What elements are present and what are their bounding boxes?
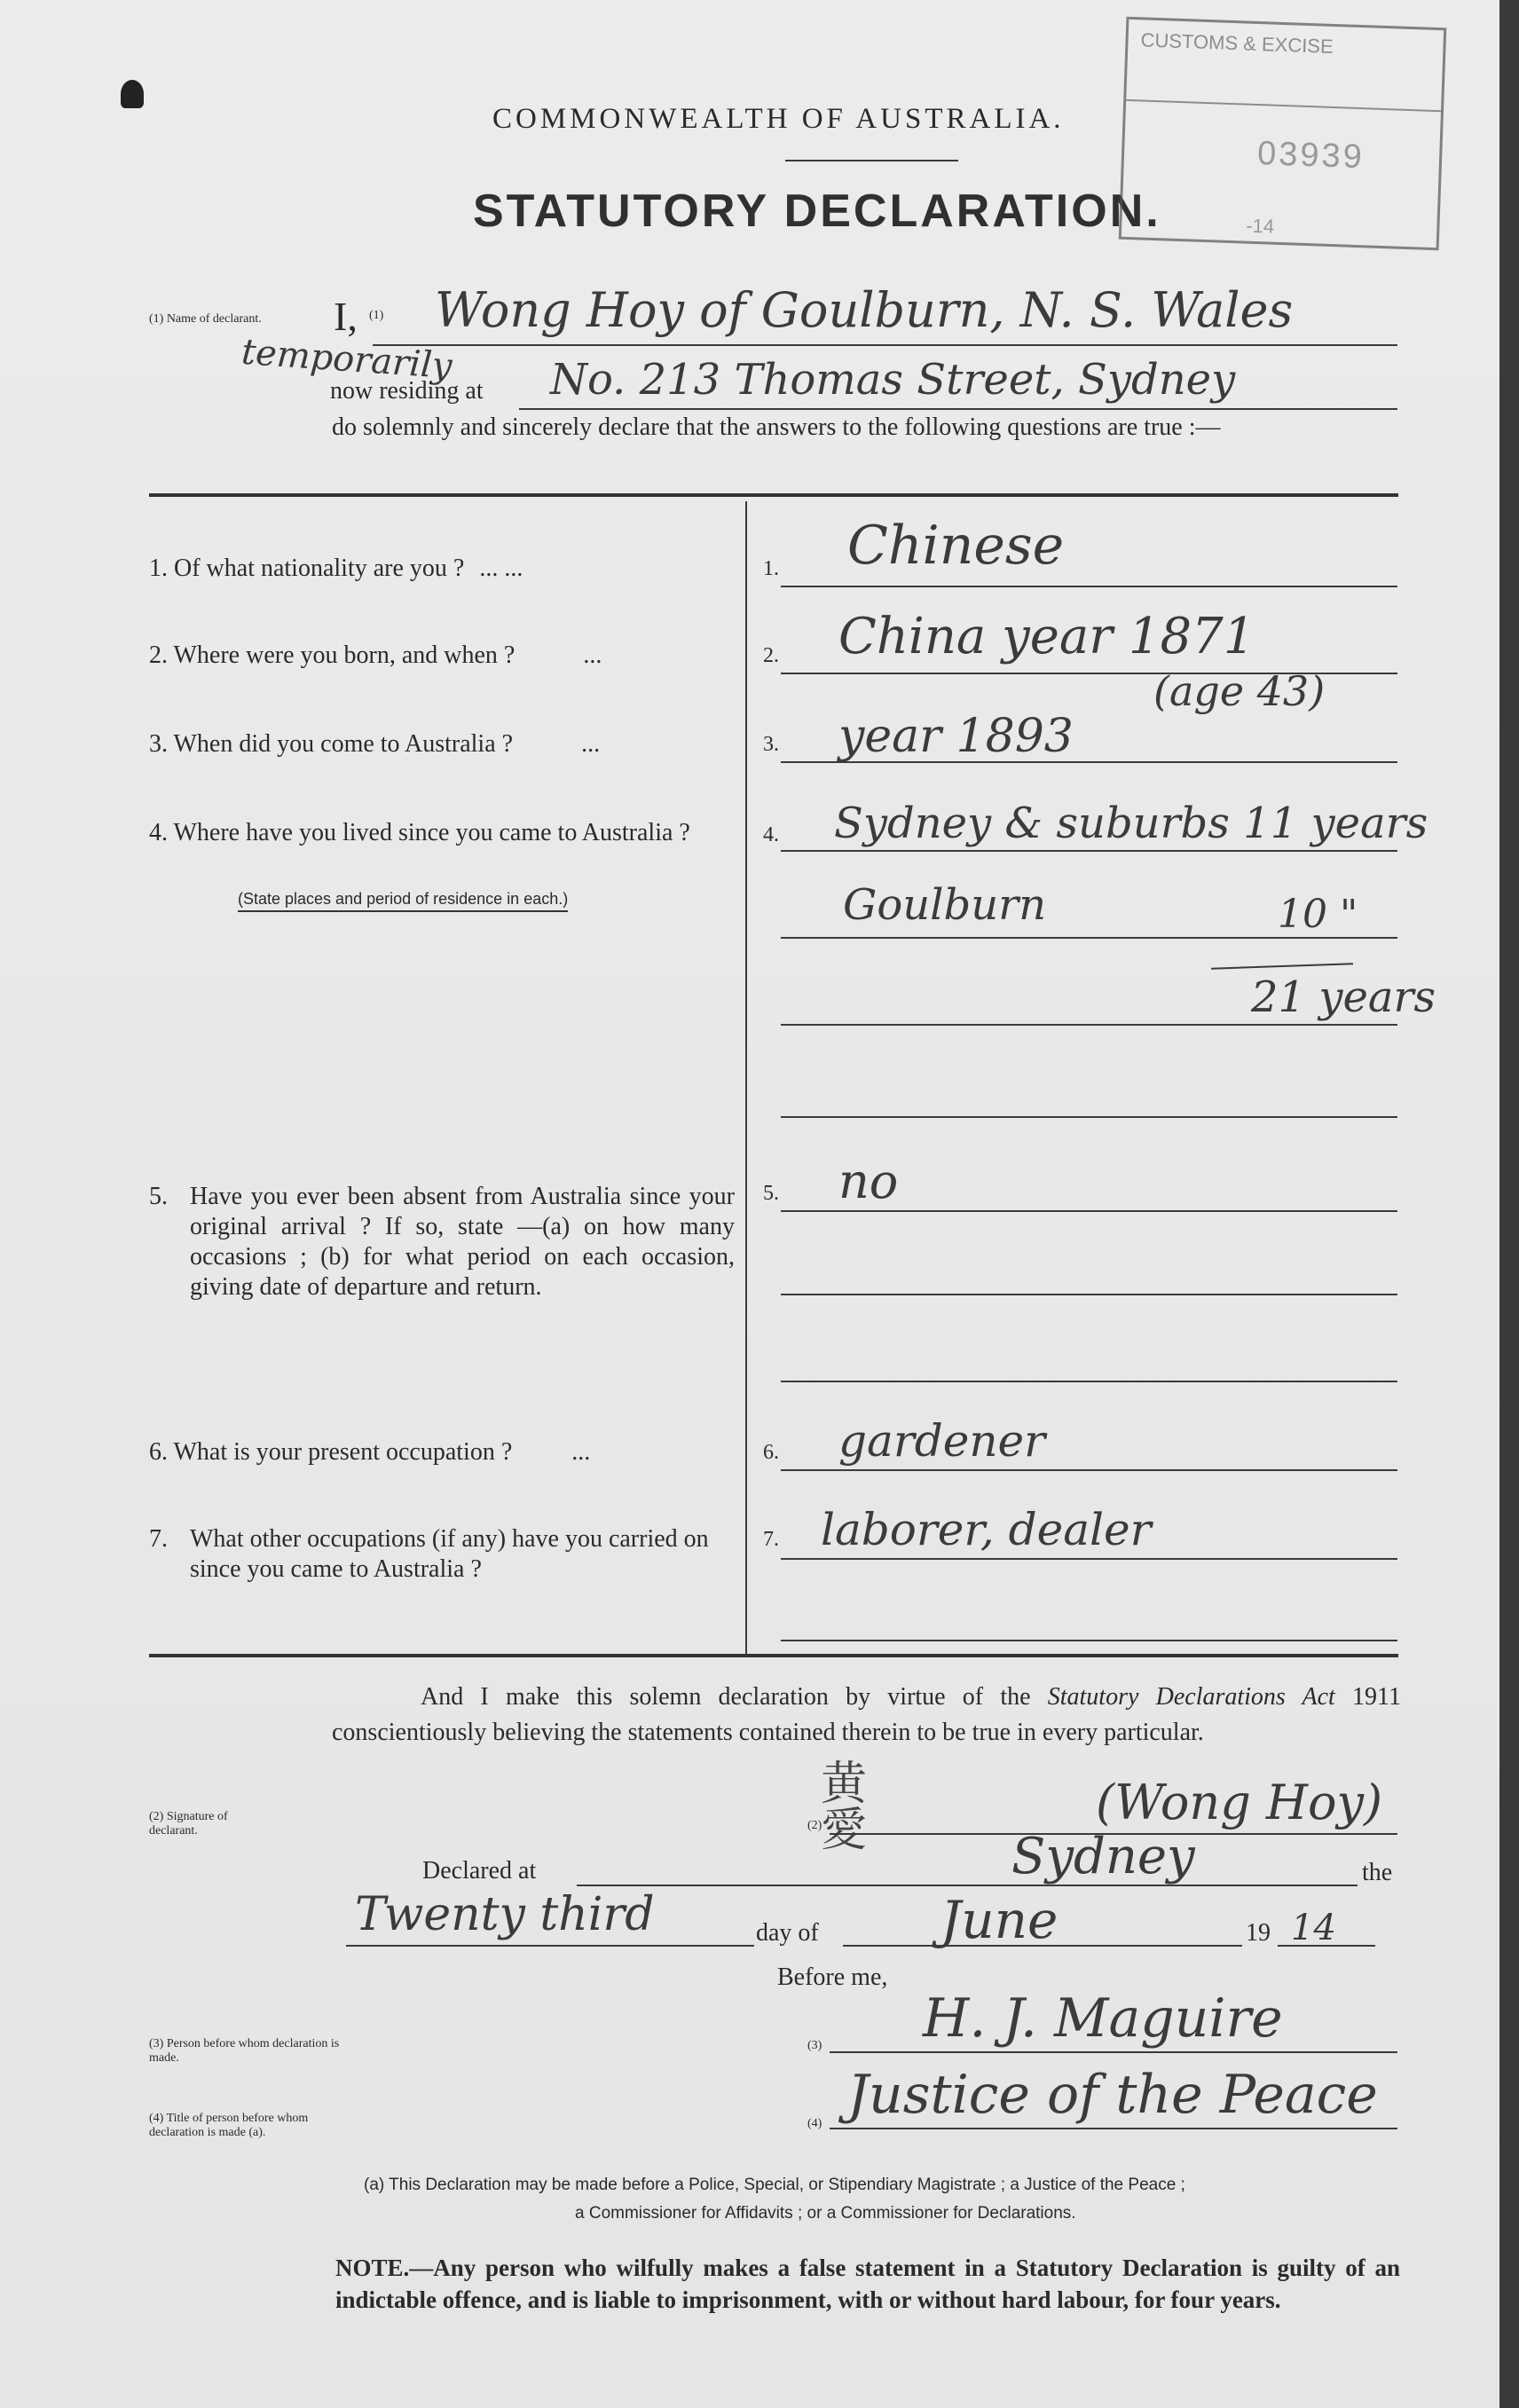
question-7-number: 7.	[149, 1525, 168, 1553]
day-of-label: day of	[756, 1919, 819, 1947]
footnote-b: a Commissioner for Affidavits ; or a Commissioner for Declarations.	[575, 2204, 1076, 2223]
warning-note: NOTE.—Any person who wilfully makes a false statement in a Statutory Declaration is guilty of an indictable offence, and is liable to imprisonment, with or without hard labour, for four years.	[335, 2255, 1400, 2313]
answer-7-number: 7.	[763, 1528, 779, 1551]
margin-label-declarant: (1) Name of declarant.	[149, 312, 262, 326]
answer-6-handwritten: gardener	[838, 1415, 1046, 1467]
day-handwritten: Twenty third	[355, 1888, 655, 1941]
answer-2-handwritten: China year 1871	[838, 608, 1255, 665]
answer-2-age-handwritten: (age 43)	[1153, 667, 1326, 715]
answer-1-handwritten: Chinese	[847, 515, 1065, 577]
answer-4-rule-c	[781, 1024, 1397, 1026]
answer-4-number: 4.	[763, 823, 779, 846]
answer-3-rule	[781, 761, 1397, 763]
footnote-a: (a) This Declaration may be made before a Police, Special, or Stipendiary Magistrate ; a Justice of the Peace ;	[364, 2176, 1185, 2194]
answer-5-number: 5.	[763, 1182, 779, 1205]
answer-6-rule	[781, 1469, 1397, 1471]
question-6-number: 6.	[149, 1438, 168, 1466]
declaration-text-a: And I make this solemn declaration by virtue of the	[421, 1683, 1048, 1711]
declared-at-label: Declared at	[422, 1857, 537, 1885]
answer-3-number: 3.	[763, 733, 779, 756]
before-me-label: Before me,	[777, 1963, 888, 1991]
stamp-number: 03939	[1256, 135, 1366, 177]
table-top-rule	[149, 493, 1398, 497]
question-1-dots: ... ...	[479, 555, 523, 582]
person-rule	[830, 2051, 1397, 2053]
answer-4-rule-b	[781, 937, 1397, 939]
declaration-text-b: 1911 conscientiously believing the statements contained therein to be true in every particular.	[332, 1683, 1401, 1746]
place-handwritten: Sydney	[1011, 1828, 1195, 1885]
day-rule	[346, 1945, 754, 1947]
answer-4-rule-a	[781, 850, 1397, 852]
answer-7-rule-b	[781, 1640, 1397, 1641]
signature-handwritten: (Wong Hoy)	[1096, 1775, 1383, 1830]
place-rule	[577, 1885, 1358, 1886]
answer-7-rule-a	[781, 1558, 1397, 1560]
month-handwritten: June	[941, 1890, 1059, 1950]
signature-chinese: 黄 愛	[821, 1758, 868, 1857]
question-1-number: 1.	[149, 555, 168, 582]
temporarily-handwritten: temporarily	[240, 331, 453, 388]
margin-label-signature: (2) Signature of declarant.	[149, 1810, 228, 1837]
answer-4-line2b-handwritten: 10 "	[1278, 892, 1358, 937]
question-7-text: What other occupations (if any) have you carried on since you came to Australia ?	[190, 1525, 709, 1583]
page-title: STATUTORY DECLARATION.	[473, 185, 1161, 237]
answer-5-rule-c	[781, 1381, 1397, 1382]
answer-5-rule-a	[781, 1210, 1397, 1212]
declarant-name-handwritten: Wong Hoy of Goulburn, N. S. Wales	[435, 282, 1294, 338]
page-edge	[1499, 0, 1519, 2408]
month-rule	[843, 1945, 1242, 1947]
declarant-prefix: I,	[334, 294, 358, 339]
address-handwritten: No. 213 Thomas Street, Sydney	[550, 355, 1236, 405]
title-marker: (4)	[807, 2117, 822, 2130]
address-rule	[519, 408, 1397, 410]
question-6-dots: ...	[571, 1438, 591, 1466]
question-5	[149, 1182, 735, 1302]
question-3	[149, 729, 735, 759]
person-marker: (3)	[807, 2039, 822, 2052]
question-1	[149, 554, 735, 584]
question-4	[149, 818, 735, 848]
title-handwritten: Justice of the Peace	[847, 2064, 1378, 2126]
year-rule	[1278, 1945, 1375, 1947]
table-divider	[745, 501, 747, 1655]
answer-7-handwritten: laborer, dealer	[821, 1504, 1152, 1555]
customs-stamp	[1119, 17, 1447, 250]
question-1-text: Of what nationality are you ?	[174, 555, 465, 582]
question-2-dots: ...	[583, 641, 602, 669]
answer-1-rule	[781, 586, 1397, 587]
now-residing-label: now residing at	[330, 377, 484, 405]
signature-marker: (2)	[807, 1819, 822, 1832]
punch-hole-mark	[121, 80, 144, 108]
stamp-top-text: CUSTOMS & EXCISE	[1140, 28, 1334, 58]
answer-5-handwritten: no	[838, 1153, 899, 1209]
title-rule	[830, 2128, 1397, 2129]
margin-label-person: (3) Person before whom declaration is made.	[149, 2037, 340, 2065]
question-3-number: 3.	[149, 730, 168, 758]
answer-4-sum-rule	[1211, 963, 1353, 970]
answer-3-handwritten: year 1893	[838, 710, 1074, 763]
commonwealth-heading: COMMONWEALTH OF AUSTRALIA.	[492, 103, 1065, 135]
question-7	[149, 1524, 735, 1585]
year-prefix-label: 19	[1246, 1919, 1271, 1947]
declaration-act-name: Statutory Declarations Act	[1047, 1683, 1335, 1711]
year-handwritten: 14	[1291, 1908, 1336, 1948]
question-6-text: What is your present occupation ?	[173, 1438, 513, 1466]
answer-1-number: 1.	[763, 557, 779, 580]
question-2	[149, 641, 735, 671]
heading-rule	[785, 160, 958, 161]
question-2-text: Where were you born, and when ?	[173, 641, 516, 669]
answer-4-line2-handwritten: Goulburn	[843, 880, 1047, 930]
name-rule	[373, 344, 1397, 346]
question-5-number: 5.	[149, 1183, 168, 1210]
question-4-note: (State places and period of residence in each.)	[238, 890, 568, 912]
question-3-text: When did you come to Australia ?	[173, 730, 514, 758]
question-3-dots: ...	[581, 730, 601, 758]
stamp-date: -14	[1245, 214, 1275, 238]
answer-6-number: 6.	[763, 1441, 779, 1464]
question-4-number: 4.	[149, 819, 168, 846]
answer-4-rule-d	[781, 1116, 1397, 1118]
margin-label-title: (4) Title of person before whom declaration is made (a).	[149, 2112, 309, 2139]
question-6	[149, 1437, 735, 1468]
person-handwritten: H. J. Maguire	[923, 1987, 1283, 2050]
intro-text: do solemnly and sincerely declare that the answers to the following questions are true :—	[332, 413, 1221, 441]
question-5-text: Have you ever been absent from Australia since your original arrival ? If so, state —(a) on how many occasions ; (b) for what period on each occasion, giving date of departure and return.	[190, 1183, 735, 1301]
declarant-marker: (1)	[369, 309, 384, 322]
table-bottom-rule	[149, 1654, 1398, 1657]
question-2-number: 2.	[149, 641, 168, 669]
answer-2-number: 2.	[763, 644, 779, 667]
declaration-paragraph	[332, 1680, 1401, 1751]
answer-4-handwritten: Sydney & suburbs 11 years	[834, 799, 1428, 848]
the-label: the	[1362, 1859, 1393, 1886]
answer-5-rule-b	[781, 1294, 1397, 1295]
answer-4-total-handwritten: 21 years	[1251, 972, 1436, 1022]
question-4-text: Where have you lived since you came to Australia ?	[173, 819, 690, 846]
stamp-rule	[1126, 99, 1441, 112]
